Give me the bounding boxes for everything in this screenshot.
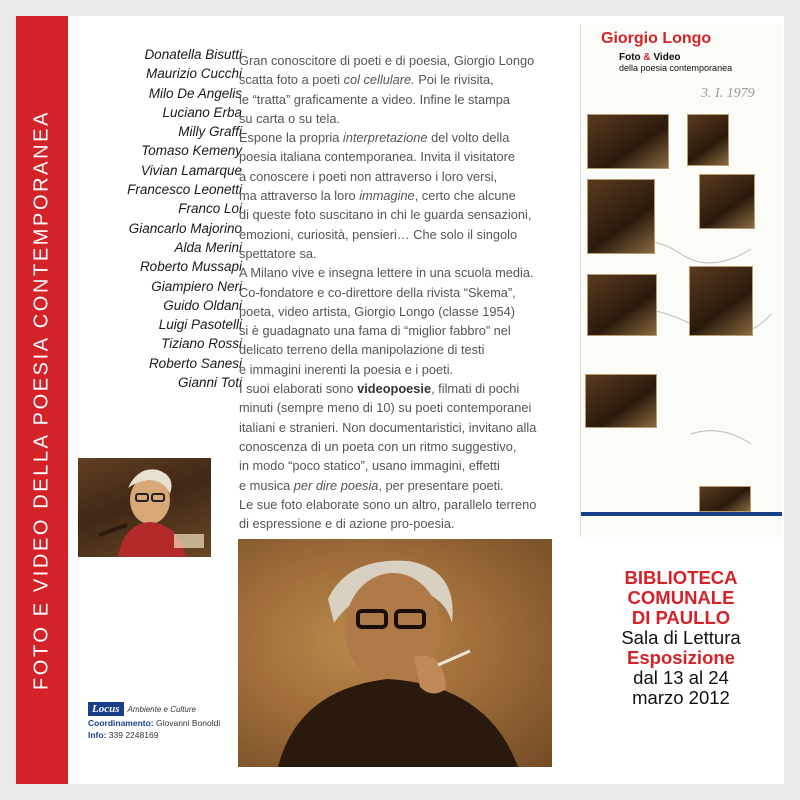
side-title: FOTO E VIDEO DELLA POESIA CONTEMPORANEA [30, 109, 53, 691]
exhibition-poster [580, 24, 782, 537]
desc-line: di espressione e di azione pro-poesia. [239, 516, 455, 532]
desc-line: delicato terreno della manipolazione di testi [239, 342, 485, 358]
poet-name: Alda Merini [174, 239, 242, 255]
desc-line: italiani e stranieri. Non documentaristici, invitano alla [239, 419, 537, 435]
poster-photo-thumb [699, 486, 751, 512]
giorgio-longo-photo [238, 539, 552, 767]
description-text [239, 51, 549, 533]
exhibition-label: Esposizione [627, 647, 735, 668]
desc-line: minuti (sempre meno di 10) su poeti contemporanei [239, 400, 532, 416]
desc-line: a conoscere i poeti non attraverso i loro versi, [239, 168, 498, 184]
poster-photo-thumb [689, 266, 753, 336]
poet-name: Gianni Toti [177, 375, 242, 391]
desc-line: poesia italiana contemporanea. Invita il visitatore [239, 149, 516, 165]
desc-line: Le sue foto elaborate sono un altro, parallelo terreno [239, 496, 537, 512]
poster-photo-thumb [687, 114, 729, 166]
poster-footer-band [581, 512, 782, 516]
poet-name: Milly Graffi [178, 124, 242, 140]
poet-name: Giancarlo Majorino [128, 220, 242, 236]
locus-logo: Locus [88, 702, 124, 716]
poster-photo-thumb [699, 174, 755, 229]
poet-name: Guido Oldani [163, 297, 242, 313]
desc-line: I suoi elaborati sono videopoesie, filmati di pochi [239, 381, 520, 397]
desc-line: A Milano vive e insegna lettere in una scuola media. [239, 265, 534, 281]
poet-name: Franco Loi [178, 201, 242, 217]
poet-list [86, 45, 242, 392]
desc-line: e musica per dire poesia, per presentare poeti. [239, 477, 504, 493]
exhibition-flyer [16, 16, 784, 784]
event-info [581, 568, 781, 708]
locus-subtitle: Ambiente e Culture [127, 704, 196, 714]
credits-block [88, 702, 248, 740]
poet-name: Luciano Erba [162, 104, 242, 120]
coordination-line: Coordinamento: Giovanni Bonoldi [88, 718, 221, 728]
info-line: Info: 339 2248169 [88, 730, 159, 740]
venue-line: COMUNALE [627, 587, 735, 608]
desc-line: Espone la propria interpretazione del volto della [239, 130, 510, 146]
poet-name: Giampiero Neri [151, 278, 242, 294]
poet-name: Tiziano Rossi [161, 336, 242, 352]
dates-line: dal 13 al 24 [633, 667, 729, 688]
poet-name: Maurizio Cucchi [145, 66, 242, 82]
venue-line: BIBLIOTECA [624, 567, 738, 588]
room-line: Sala di Lettura [621, 627, 741, 648]
poet-reading-photo [78, 458, 211, 557]
poster-subtitle-2: della poesia contemporanea [619, 63, 733, 73]
poet-name: Tomaso Kemeny [141, 143, 242, 159]
desc-line: di queste foto suscitano in chi le guarda sensazioni, [239, 207, 532, 223]
poster-subtitle: Foto & Video [619, 52, 681, 63]
poster-handwriting: 3. I. 1979 [701, 86, 755, 101]
poster-photo-thumb [587, 179, 655, 254]
desc-line: su carta o su tela. [239, 110, 341, 126]
desc-line: scatta foto a poeti col cellulare. Poi le rivisita, [239, 72, 494, 88]
poster-photo-thumb [587, 274, 657, 336]
desc-line: ma attraverso la loro immagine, certo che alcune [239, 188, 516, 204]
poster-photo-thumb [585, 374, 657, 428]
poster-photo-thumb [587, 114, 669, 169]
poet-name: Milo De Angelis [148, 85, 242, 101]
desc-line: poeta, video artista, Giorgio Longo (classe 1954) [239, 303, 516, 319]
desc-line: emozioni, curiosità, pensieri… Che solo il singolo [239, 226, 518, 242]
poster-title: Giorgio Longo [601, 30, 712, 47]
desc-line: Gran conoscitore di poeti e di poesia, Giorgio Longo [239, 53, 535, 68]
desc-line: spettatore sa. [239, 245, 317, 261]
desc-line: conoscenza di un poeta con un ritmo suggestivo, [239, 438, 517, 454]
desc-line: le “tratta” graficamente a video. Infine le stampa [239, 91, 511, 107]
desc-line: Co-fondatore e co-direttore della rivista “Skema”, [239, 284, 516, 300]
poet-name: Vivian Lamarque [140, 162, 242, 178]
desc-line: si è guadagnato una fama di “miglior fabbro” nel [239, 323, 511, 339]
desc-line: e immagini inerenti la poesia e i poeti. [239, 361, 454, 377]
poet-name: Roberto Mussapi [139, 259, 242, 275]
poet-name: Donatella Bisutti [144, 47, 242, 62]
side-band [16, 16, 68, 784]
dates-line: marzo 2012 [632, 687, 730, 708]
venue-line: DI PAULLO [631, 607, 731, 628]
poet-name: Roberto Sanesi [148, 355, 242, 371]
poet-name: Luigi Pasotelli [158, 317, 242, 333]
poet-name: Francesco Leonetti [127, 182, 242, 198]
desc-line: in modo “poco statico”, usano immagini, effetti [239, 458, 500, 474]
